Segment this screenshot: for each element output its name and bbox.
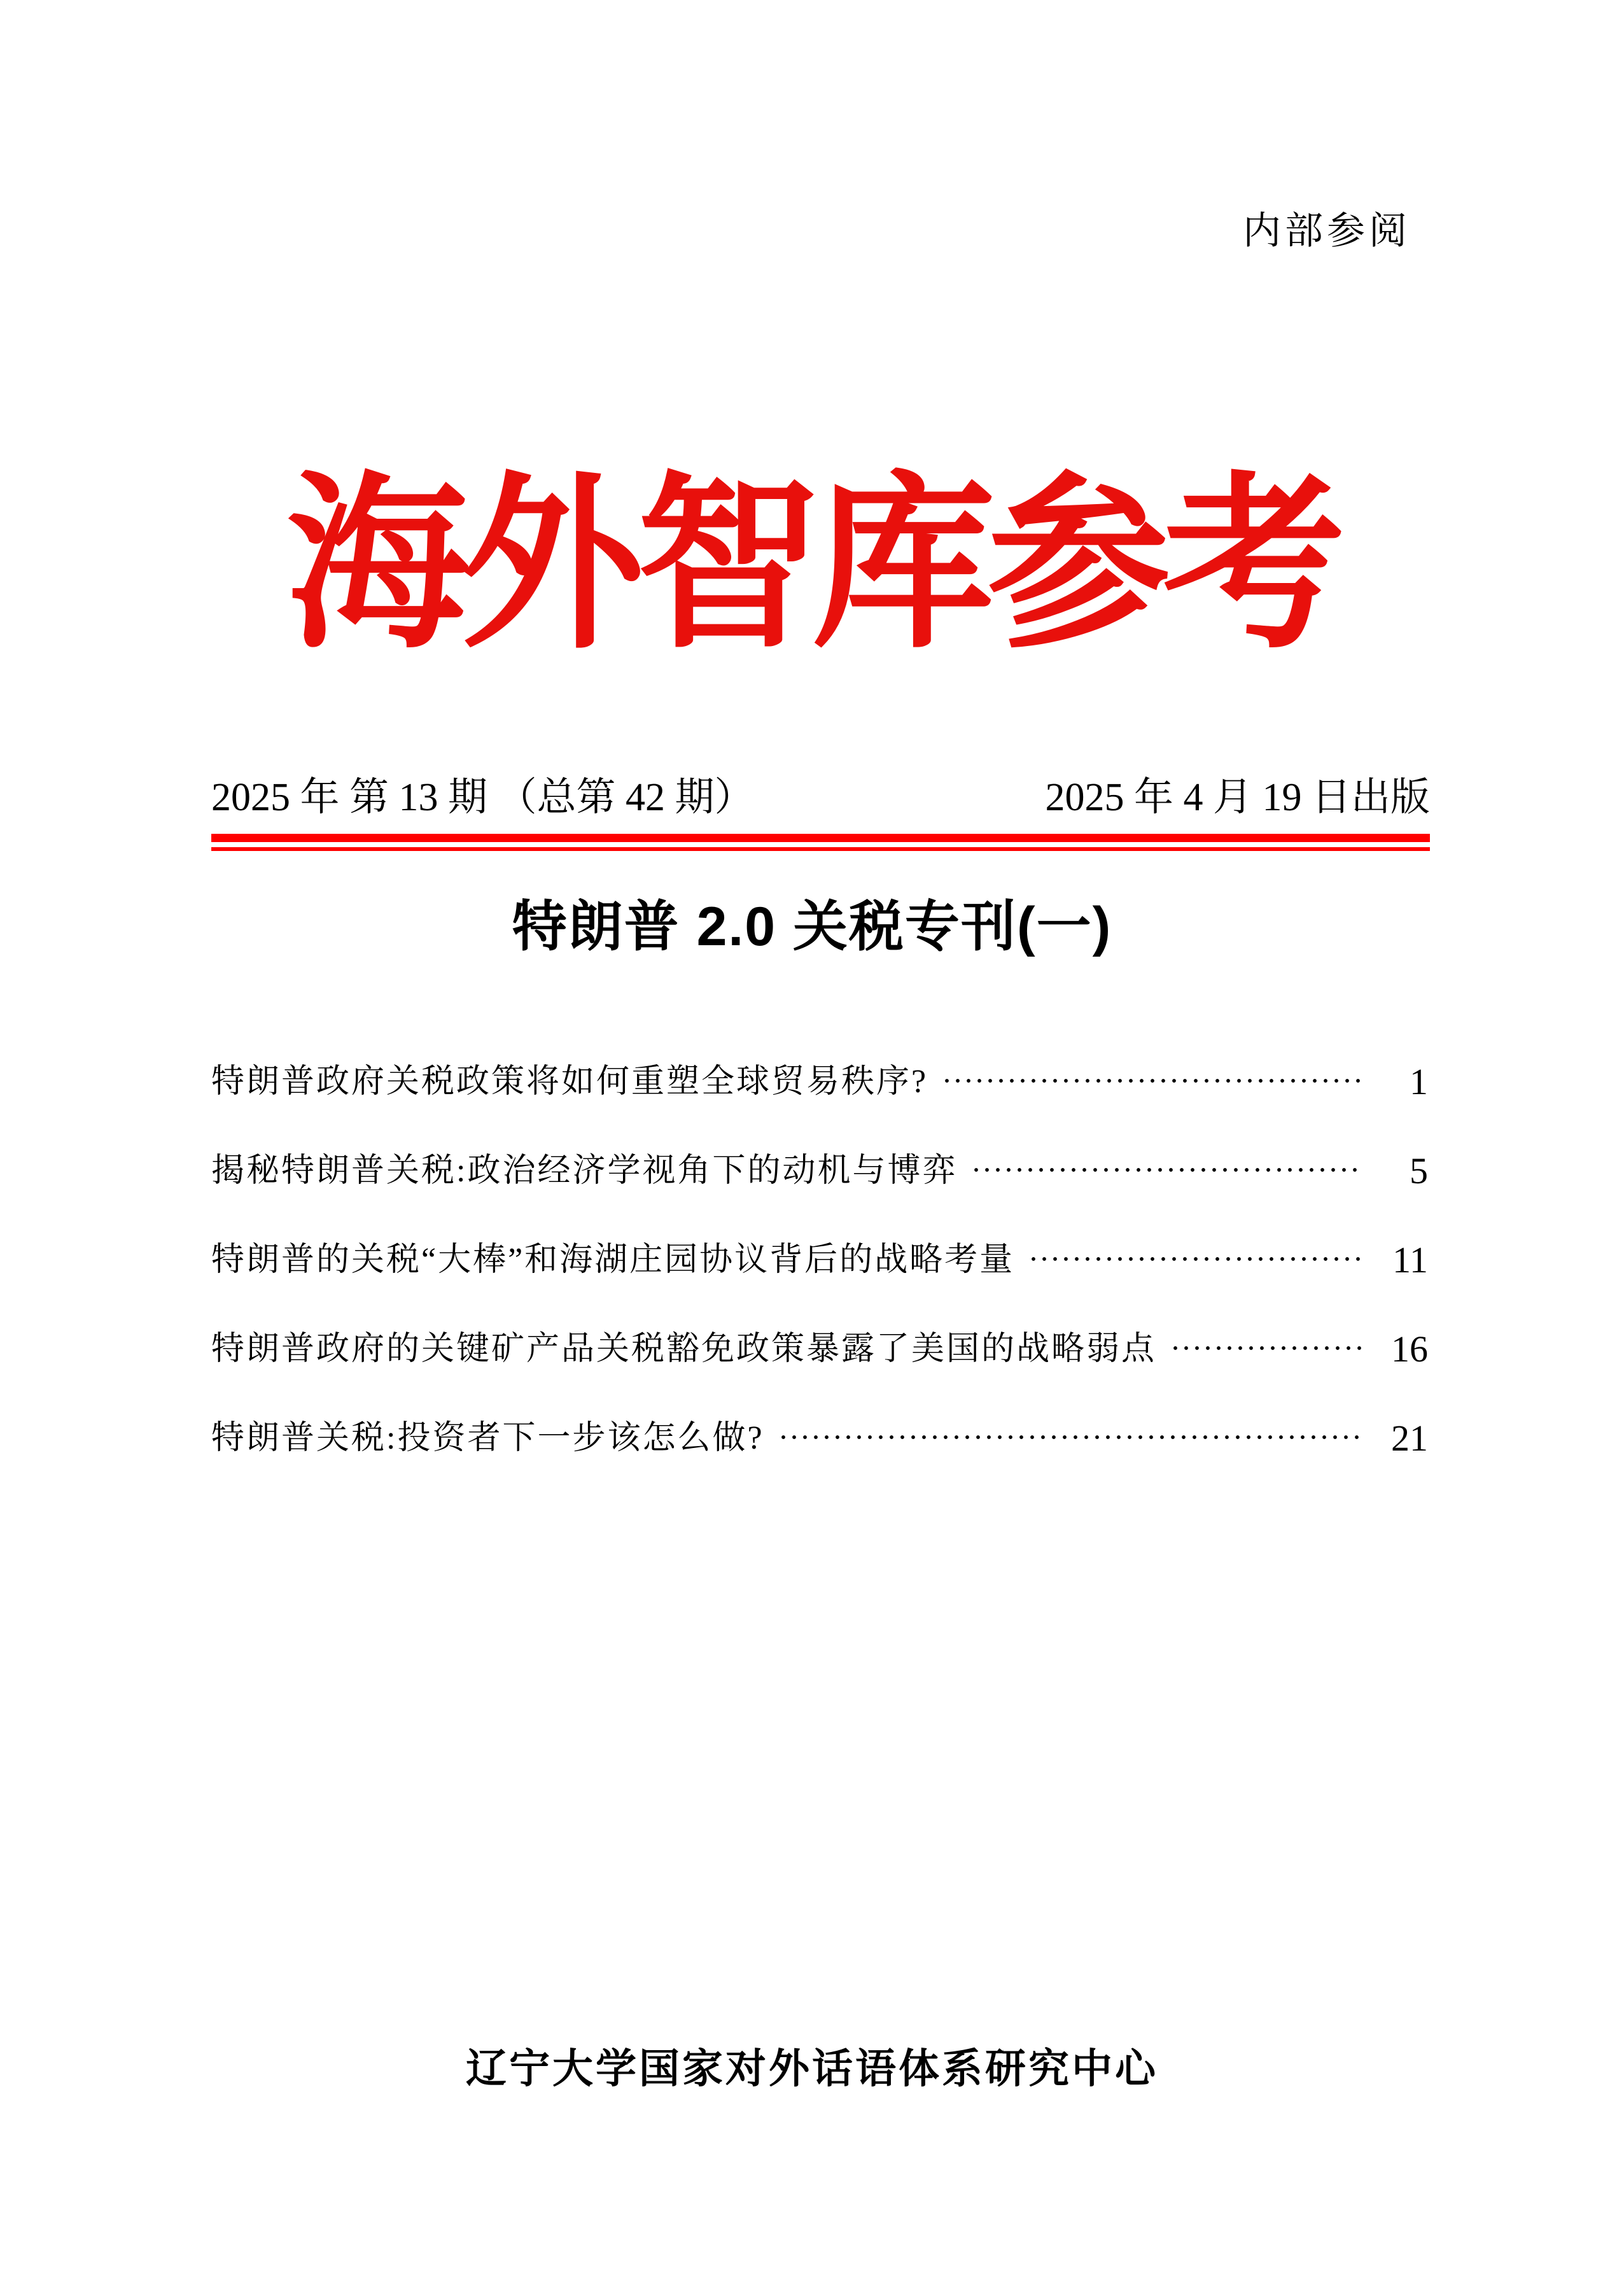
dot-leader [1031,1254,1362,1264]
classification-label: 内部参阅 [1243,210,1411,252]
dot-leader [944,1076,1362,1086]
issue-info-row [211,775,1430,820]
toc-entry-page: 16 [1391,1328,1428,1370]
toc-entry [211,1062,1428,1102]
toc-entry-title: 特朗普政府关税政策将如何重塑全球贸易秩序? [211,1064,928,1100]
dot-leader [1173,1343,1362,1353]
toc-entry [211,1151,1428,1192]
toc-entry-page: 5 [1410,1150,1428,1192]
toc-entry-title: 特朗普政府的关键矿产品关税豁免政策暴露了美国的战略弱点 [211,1331,1157,1367]
dot-leader [974,1165,1362,1175]
dot-leader [781,1432,1362,1442]
toc-entry [211,1418,1428,1459]
toc-entry-title: 揭秘特朗普关税:政治经济学视角下的动机与博弈 [211,1153,958,1189]
toc-entry [211,1329,1428,1370]
toc-entry-title: 特朗普的关税“大棒”和海湖庄园协议背后的战略考量 [211,1242,1015,1278]
toc-entry-page: 11 [1392,1239,1428,1281]
publish-date: 2025 年 4 月 19 日出版 [1045,776,1430,819]
publication-title: 海外智库参考 [286,462,1338,671]
double-rule-top [211,834,1430,842]
publisher-name: 辽宁大学国家对外话语体系研究中心 [466,2046,1158,2092]
double-rule-bottom [211,847,1430,851]
special-issue-title: 特朗普 2.0 关税专刊(一) [512,896,1112,957]
table-of-contents [211,1062,1428,1507]
toc-entry-title: 特朗普关税:投资者下一步该怎么做? [211,1420,764,1456]
toc-entry [211,1240,1428,1281]
toc-entry-page: 21 [1391,1417,1428,1459]
toc-entry-page: 1 [1410,1061,1428,1102]
issue-number: 2025 年 第 13 期 （总第 42 期） [211,776,754,819]
